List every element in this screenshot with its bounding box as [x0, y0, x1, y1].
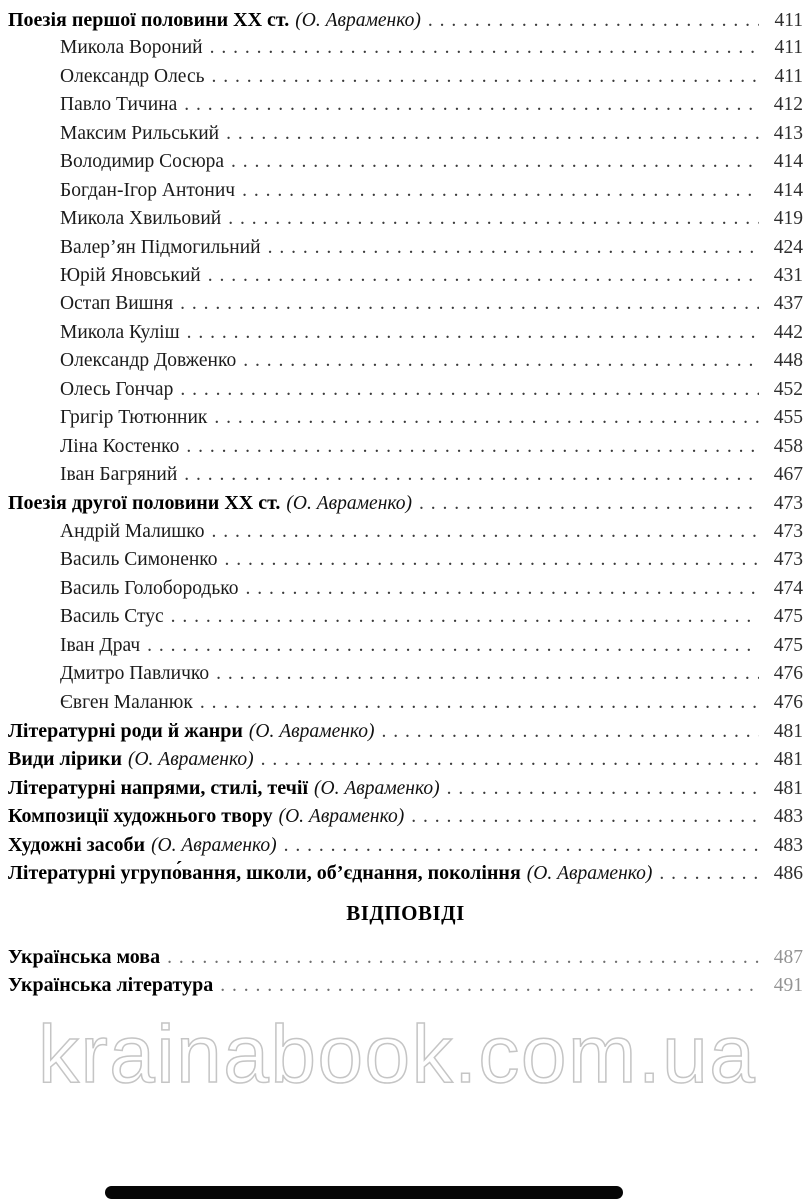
- toc-entry-title: Дмитро Павличко: [60, 663, 210, 685]
- toc-page-number: 452: [773, 378, 803, 400]
- toc-page-number: 491: [773, 975, 803, 996]
- toc-page-number: 455: [773, 407, 803, 429]
- toc-entry-title: Микола Куліш: [60, 321, 180, 343]
- toc-entry-title: Олесь Гончар: [60, 378, 174, 400]
- toc-page-number: 473: [773, 549, 803, 571]
- toc-entry-title: Олександр Довженко: [60, 350, 237, 372]
- toc-page-number: 483: [773, 806, 803, 828]
- toc-page-number: 473: [773, 520, 803, 542]
- dot-leader: [231, 148, 759, 176]
- toc-page-number: 412: [773, 94, 803, 116]
- toc-page-number: 473: [773, 493, 803, 515]
- toc-row: [8, 518, 803, 546]
- dot-leader: [186, 433, 759, 461]
- toc-page-number: 487: [773, 946, 803, 968]
- toc-entry-title: Богдан-Ігор Антонич: [60, 179, 236, 201]
- dot-leader: [208, 262, 759, 290]
- toc-entry-title: Василь Симоненко: [60, 549, 218, 571]
- table-of-contents: [8, 6, 803, 999]
- dot-leader: [214, 404, 759, 432]
- dot-leader: [226, 120, 759, 148]
- toc-row: [8, 461, 803, 489]
- dot-leader: [167, 944, 759, 972]
- toc-row: [8, 603, 803, 631]
- toc-entry-title: Композиції художнього твору: [8, 805, 273, 828]
- toc-entry-author: (О. Авраменко): [127, 749, 254, 771]
- dot-leader: [261, 746, 759, 774]
- toc-entry-title: Максим Рильський: [60, 122, 220, 144]
- watermark-text: krainabook.com.ua: [38, 1009, 757, 1100]
- toc-entry-author: (О. Авраменко): [314, 777, 440, 799]
- toc-row: [8, 660, 803, 688]
- toc-row: [8, 546, 803, 574]
- dot-leader: [184, 91, 759, 119]
- toc-row: [8, 831, 803, 859]
- toc-row: [8, 34, 803, 62]
- toc-list: [8, 6, 803, 888]
- toc-entry-title: Микола Хвильовий: [60, 208, 222, 230]
- dot-leader: [147, 632, 759, 660]
- toc-row: [8, 120, 803, 148]
- toc-row: [8, 205, 803, 233]
- toc-row: [8, 943, 803, 971]
- toc-entry-title: Василь Голобородько: [60, 577, 239, 599]
- toc-page-number: 475: [773, 634, 803, 656]
- answers-heading: ВІДПОВІДІ: [346, 900, 465, 925]
- toc-row: [8, 262, 803, 290]
- dot-leader: [245, 575, 759, 603]
- dot-leader: [382, 718, 759, 746]
- dot-leader: [659, 860, 759, 888]
- toc-entry-author: (О. Авраменко): [278, 806, 405, 828]
- toc-row: [8, 376, 803, 404]
- toc-entry-title: Літературні угрупо́вання, школи, об’єднання, покоління: [8, 862, 521, 885]
- dot-leader: [447, 775, 759, 803]
- toc-page-number: 411: [774, 10, 803, 31]
- toc-row: [8, 234, 803, 262]
- toc-entry-title: Олександр Олесь: [60, 65, 205, 87]
- home-indicator-bar[interactable]: [105, 1186, 623, 1199]
- dot-leader: [243, 347, 759, 375]
- toc-page-number: 414: [773, 151, 803, 173]
- toc-page-number: 476: [773, 663, 803, 685]
- toc-entry-author: (О. Авраменко): [526, 863, 653, 885]
- toc-row: [8, 802, 803, 830]
- toc-row: [8, 575, 803, 603]
- toc-entry-title: Художні засоби: [8, 833, 146, 856]
- toc-row: [8, 91, 803, 119]
- toc-row: [8, 177, 803, 205]
- toc-row: [8, 745, 803, 773]
- dot-leader: [411, 803, 759, 831]
- toc-page-number: 437: [773, 293, 803, 315]
- toc-row: [8, 717, 803, 745]
- toc-entry-author: (О. Авраменко): [151, 834, 277, 856]
- toc-row: [8, 290, 803, 318]
- toc-entry-title: Види лірики: [8, 748, 122, 771]
- dot-leader: [187, 319, 759, 347]
- toc-page-number: 448: [773, 350, 803, 372]
- toc-row: [8, 433, 803, 461]
- toc-entry-author: (О. Авраменко): [248, 720, 375, 742]
- toc-entry-title: Поезія першої половини XX ст.: [8, 9, 290, 31]
- toc-row: [8, 689, 803, 717]
- toc-entry-title: Іван Багряний: [60, 464, 178, 485]
- toc-entry-title: Літературні роди й жанри: [8, 719, 243, 742]
- toc-row: [8, 347, 803, 375]
- dot-leader: [268, 234, 759, 262]
- toc-entry-title: Володимир Сосюра: [60, 151, 225, 173]
- dot-leader: [212, 63, 760, 91]
- dot-leader: [220, 972, 759, 1000]
- toc-entry-title: Літературні напрями, стилі, течії: [8, 776, 308, 799]
- toc-row: [8, 63, 803, 91]
- toc-entry-title: Українська література: [8, 974, 214, 996]
- toc-page-number: 419: [773, 208, 803, 230]
- toc-entry-title: Іван Драч: [60, 634, 141, 656]
- toc-entry-title: Валер’ян Підмогильний: [60, 236, 261, 258]
- toc-entry-title: Павло Тичина: [60, 94, 178, 116]
- toc-entry-title: Андрій Малишко: [60, 520, 205, 542]
- dot-leader: [228, 205, 759, 233]
- toc-entry-title: Остап Вишня: [60, 293, 174, 315]
- dot-leader: [428, 7, 759, 35]
- toc-page-number: 411: [774, 65, 803, 87]
- toc-page-number: 413: [773, 122, 803, 144]
- toc-entry-title: Василь Стус: [60, 606, 164, 628]
- toc-page-number: 411: [774, 37, 803, 59]
- toc-entry-title: Поезія другої половини XX ст.: [8, 492, 281, 515]
- toc-page-number: 431: [773, 264, 803, 286]
- toc-entry-title: Юрій Яновський: [60, 264, 201, 286]
- toc-entry-author: (О. Авраменко): [295, 10, 421, 31]
- toc-page-number: 481: [773, 777, 803, 799]
- toc-row: [8, 489, 803, 517]
- toc-page-number: 474: [773, 577, 803, 599]
- toc-entry-author: (О. Авраменко): [286, 493, 413, 515]
- toc-entry-title: Українська мова: [8, 945, 161, 968]
- dot-leader: [225, 546, 759, 574]
- toc-page-number: 414: [773, 179, 803, 201]
- toc-entry-title: Григір Тютюнник: [60, 407, 208, 429]
- dot-leader: [242, 177, 759, 205]
- toc-row: [8, 859, 803, 887]
- toc-row: [8, 319, 803, 347]
- dot-leader: [284, 832, 759, 860]
- dot-leader: [184, 461, 759, 489]
- toc-entry-title: Євген Маланюк: [60, 691, 193, 713]
- answers-list: [8, 943, 803, 1000]
- dot-leader: [200, 689, 759, 717]
- toc-page-number: 486: [773, 863, 803, 885]
- dot-leader: [419, 490, 759, 518]
- toc-page-number: 481: [773, 749, 803, 771]
- dot-leader: [180, 376, 759, 404]
- dot-leader: [210, 34, 759, 62]
- toc-page-number: 442: [773, 321, 803, 343]
- toc-row: [8, 632, 803, 660]
- toc-entry-title: Ліна Костенко: [60, 435, 180, 457]
- toc-page-number: 424: [773, 236, 803, 258]
- dot-leader: [216, 660, 759, 688]
- toc-entry-title: Микола Вороний: [60, 37, 203, 59]
- dot-leader: [212, 518, 760, 546]
- toc-page-number: 483: [773, 834, 803, 856]
- toc-page-number: 467: [773, 464, 803, 485]
- toc-page-number: 458: [773, 435, 803, 457]
- toc-page-number: 481: [773, 720, 803, 742]
- toc-row: [8, 404, 803, 432]
- dot-leader: [180, 290, 759, 318]
- toc-row: [8, 148, 803, 176]
- toc-page-number: 475: [773, 606, 803, 628]
- dot-leader: [171, 603, 759, 631]
- toc-page-number: 476: [773, 691, 803, 713]
- toc-row: [8, 971, 803, 999]
- toc-row: [8, 774, 803, 802]
- toc-row: [8, 6, 803, 34]
